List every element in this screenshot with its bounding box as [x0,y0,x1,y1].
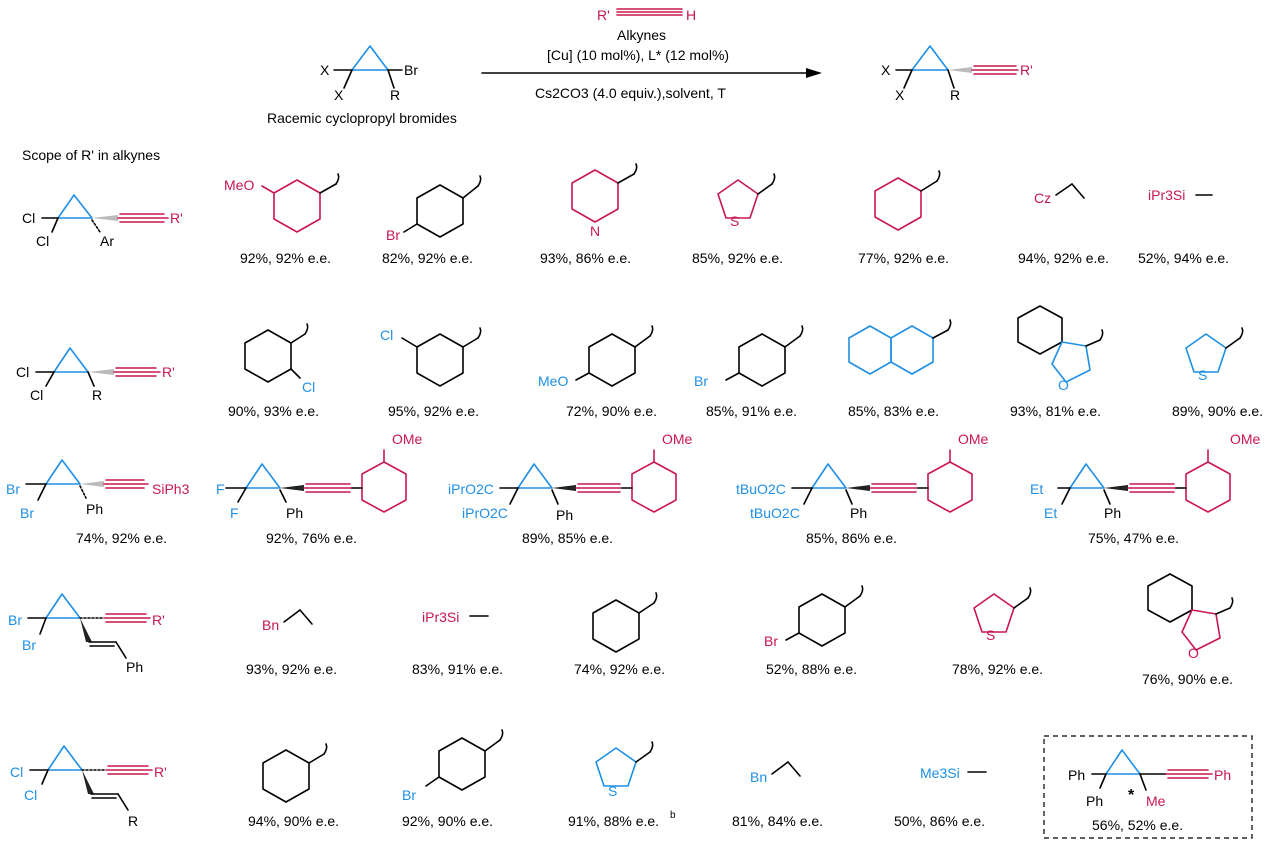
alkynes-label: Alkynes [617,27,667,43]
row2-yield-6: 89%, 90% e.e. [1172,403,1264,419]
row3-4-ome: OMe [1230,431,1261,447]
row4-yield-1: 83%, 91% e.e. [412,661,504,677]
row3-1-ph: Ph [286,505,304,521]
row3-4-x2: Et [1044,505,1058,521]
row5-cl2: Cl [24,787,38,803]
product-x2: X [895,87,905,103]
scope-title: Scope of R' in alkynes [22,147,161,163]
row3-0-x2: Br [20,505,34,521]
row4-sub-br: Br [764,633,778,649]
row4-br2: Br [22,637,36,653]
row2-core [16,348,175,403]
row3-3-ph: Ph [850,505,868,521]
row1-ar: Ar [100,233,114,249]
row1-sub-meo: MeO [224,177,255,193]
row4-core [8,594,165,675]
row2-sub-cl-1: Cl [380,327,394,343]
row5-group-trimethylsilyl [920,765,986,781]
row1-yield-4: 77%, 92% e.e. [858,250,950,266]
row1-core [22,195,183,249]
row5-group-3-thienyl [596,742,653,799]
row1-group-cyclohexenyl [875,171,940,230]
row2-sub-o: O [1058,377,1069,393]
row1-sub-br: Br [386,227,400,243]
row5-group-4-bromophenyl [402,730,503,803]
reactant-x1: X [320,62,330,78]
row3-4-x1: Et [1030,481,1044,497]
row3-2-x2: iPrO2C [462,505,508,521]
row4-yield-2: 74%, 92% e.e. [574,661,666,677]
row1-sub-cz: Cz [1034,190,1052,206]
row4-sub-bn: Bn [262,617,280,633]
row5-sub-br: Br [402,787,416,803]
row4-group-triisopropylsilyl [422,609,488,625]
reactant-cyclopropane [267,46,457,126]
reaction-arrow-head [806,68,822,78]
row3-4-ph: Ph [1104,505,1122,521]
row1-sub-ipr3si: iPr3Si [1148,187,1186,203]
boxed-stereo-star: * [1128,787,1135,804]
row2-cl1: Cl [16,364,30,380]
row4-ph: Ph [126,659,144,675]
row5-sub-s: S [608,783,618,799]
row3-yield-2: 89%, 85% e.e. [522,530,614,546]
row1-group-triisopropylsilyl [1148,187,1212,203]
row5-yield-2: 91%, 88% e.e. [568,813,660,829]
boxed-ph3: Ph [1214,767,1232,783]
row1-yield-6: 52%, 94% e.e. [1138,250,1230,266]
row4-group-3-thienyl [974,588,1031,643]
row3-yield-3: 85%, 86% e.e. [806,530,898,546]
row3-compound-1 [216,431,423,521]
product-r-prime: R' [1020,62,1033,78]
alkyne-r-prime: R' [597,7,610,23]
row5-core [10,746,167,829]
alkyne-h: H [686,7,697,23]
row3-compound-2 [448,431,693,523]
reactant-br: Br [404,62,418,78]
row4-group-benzofuranyl [1148,574,1233,661]
row4-group-phenyl [593,593,657,652]
row3-yield-4: 75%, 47% e.e. [1088,530,1180,546]
row3-1-x1: F [216,481,225,497]
reactant-label: Racemic cyclopropyl bromides [267,110,457,126]
row2-r: R [92,387,103,403]
row4-sub-s: S [986,627,996,643]
product-r: R [950,87,961,103]
row2-r-prime: R' [162,364,175,380]
product-x1: X [881,62,891,78]
row4-sub-o: O [1188,645,1199,661]
row3-2-x1: iPrO2C [448,481,494,497]
row1-r-prime: R' [170,210,183,226]
conditions-line2: Cs2CO3 (4.0 equiv.),solvent, T [535,85,726,101]
row3-1-ome: OMe [392,431,423,447]
row5-group-benzyl [750,762,800,785]
row5-cl1: Cl [10,764,24,780]
row4-yield-4: 78%, 92% e.e. [952,661,1044,677]
general-reaction-scheme [267,7,1033,126]
row1-group-3-methoxyphenyl [224,174,339,232]
row2-sub-cl-0: Cl [302,379,316,395]
row3-3-ome: OMe [958,431,989,447]
row3-2-ph: Ph [556,507,574,523]
row2-group-3-chlorophenyl [380,327,481,386]
row3-compound-4 [1030,431,1261,521]
reactant-x2: X [334,87,344,103]
boxed-me: Me [1146,793,1166,809]
row1-group-3-thienyl [718,174,775,229]
row1-cl2: Cl [36,233,50,249]
row5-yield-3: 81%, 84% e.e. [732,813,824,829]
alkyne-reagent [597,7,696,43]
row2-group-benzofuranyl [1018,306,1103,393]
row3-0-end: SiPh3 [152,481,190,497]
conditions-line1: [Cu] (10 mol%), L* (12 mol%) [547,47,730,63]
boxed-compound [1044,736,1252,838]
row4-yield-0: 93%, 92% e.e. [246,661,338,677]
row4-yield-5: 76%, 90% e.e. [1142,671,1234,687]
boxed-yield: 56%, 52% e.e. [1092,817,1184,833]
row5-footnote-b: b [670,810,676,821]
row3-1-x2: F [230,505,239,521]
row2-sub-s: S [1198,367,1208,383]
row1-yield-3: 85%, 92% e.e. [692,250,784,266]
reactant-r: R [390,87,401,103]
row3-0-ph: Ph [86,501,104,517]
row3-yield-1: 92%, 76% e.e. [266,530,358,546]
row2-group-2-naphthyl [849,320,951,374]
row1-sub-n: N [590,223,601,239]
row5-sub-me3si: Me3Si [920,765,960,781]
row5-r-prime: R' [154,764,167,780]
row5-yield-1: 92%, 90% e.e. [402,813,494,829]
row2-yield-5: 93%, 81% e.e. [1010,403,1102,419]
row4-r-prime: R' [152,612,165,628]
row5-yield-4: 50%, 86% e.e. [894,813,986,829]
row1-sub-s: S [730,213,740,229]
row2-group-4-bromophenyl [694,326,803,389]
boxed-ph2: Ph [1086,793,1104,809]
row2-sub-meo: MeO [538,373,569,389]
row1-cl1: Cl [22,210,36,226]
row2-yield-3: 85%, 91% e.e. [706,403,798,419]
row1-yield-2: 93%, 86% e.e. [540,250,632,266]
row3-compound-3 [736,431,989,521]
row3-0-x1: Br [6,481,20,497]
row1-group-cz-methyl [1034,184,1084,206]
row3-2-ome: OMe [662,431,693,447]
row2-group-2-chlorophenyl [245,324,315,395]
row4-br1: Br [8,612,22,628]
row3-3-x1: tBuO2C [736,481,786,497]
row5-group-phenyl [263,744,327,802]
row2-group-3-thienyl [1186,328,1243,383]
row3-yield-0: 74%, 92% e.e. [76,530,168,546]
row1-group-3-pyridyl [572,164,637,239]
row2-yield-1: 95%, 92% e.e. [388,403,480,419]
row1-yield-5: 94%, 92% e.e. [1018,250,1110,266]
row1-group-4-bromophenyl [386,176,481,243]
row3-3-x2: tBuO2C [750,505,800,521]
row2-cl2: Cl [30,387,44,403]
product-cyclopropane [881,46,1033,103]
boxed-ph1: Ph [1068,767,1086,783]
row2-group-4-methoxyphenyl [538,326,653,389]
row5-r: R [128,813,139,829]
row4-yield-3: 52%, 88% e.e. [766,661,858,677]
row5-sub-bn: Bn [750,769,768,785]
row2-yield-2: 72%, 90% e.e. [566,403,658,419]
row4-group-benzyl [262,610,312,633]
row4-group-4-bromophenyl [764,586,863,649]
row1-yield-0: 92%, 92% e.e. [240,250,332,266]
row1-yield-1: 82%, 92% e.e. [382,250,474,266]
row4-sub-ipr3si: iPr3Si [422,609,460,625]
row5-yield-0: 94%, 90% e.e. [248,813,340,829]
row3-compound-0 [6,460,190,521]
row2-sub-br: Br [694,373,708,389]
row2-yield-4: 85%, 83% e.e. [848,403,940,419]
row2-yield-0: 90%, 93% e.e. [228,403,320,419]
